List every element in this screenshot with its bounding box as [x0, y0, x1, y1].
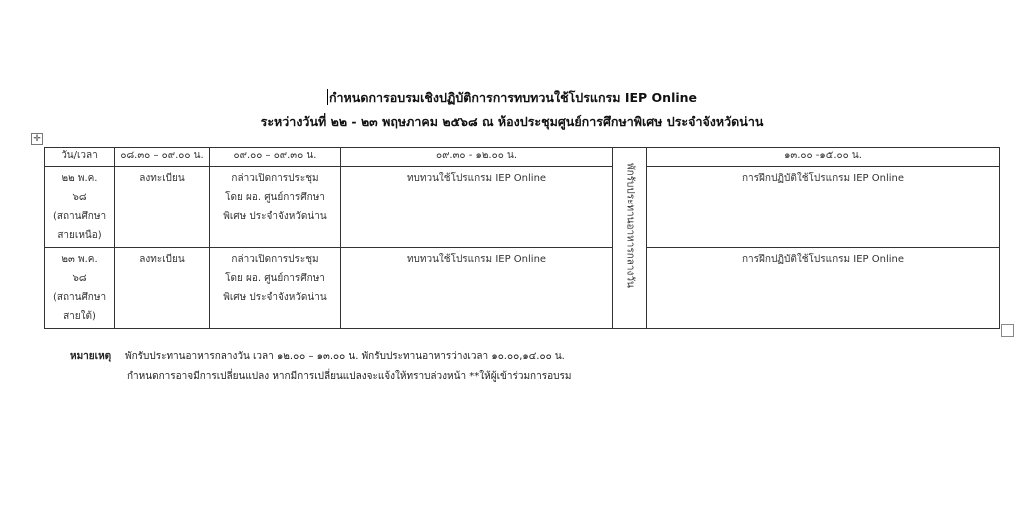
header-cell[interactable]: ๑๓.๐๐ -๑๕.๐๐ น. — [647, 148, 1000, 167]
header-cell[interactable]: ๐๘.๓๐ – ๐๙.๐๐ น. — [115, 148, 210, 167]
morning-session-cell[interactable]: ทบทวนใช้โปรแกรม IEP Online — [341, 248, 613, 329]
afternoon-session-cell[interactable]: การฝึกปฏิบัติใช้โปรแกรม IEP Online — [647, 248, 1000, 329]
note-label: หมายเหตุ — [70, 351, 112, 362]
date-cell[interactable]: ๒๓ พ.ค. ๖๘ (สถานศึกษา สายใต้) — [45, 248, 115, 329]
lunch-break-label: พักรับประทานอาหารกลางวัน — [624, 162, 636, 288]
morning-session-cell[interactable]: ทบทวนใช้โปรแกรม IEP Online — [341, 167, 613, 248]
document-subtitle: ระหว่างวันที่ ๒๒ - ๒๓ พฤษภาคม ๒๕๖๘ ณ ห้องประชุมศูนย์การศึกษาพิเศษ ประจำจังหวัดน่าน — [260, 114, 764, 129]
opening-cell[interactable]: กล่าวเปิดการประชุม โดย ผอ. ศูนย์การศึกษา พิเศษ ประจำจังหวัดน่าน — [210, 248, 341, 329]
table-row — [45, 167, 1000, 248]
schedule-table — [44, 147, 1000, 329]
table-resize-handle-icon[interactable] — [1001, 324, 1014, 337]
afternoon-session-cell[interactable]: การฝึกปฏิบัติใช้โปรแกรม IEP Online — [647, 167, 1000, 248]
header-cell[interactable]: ๐๙.๓๐ - ๑๒.๐๐ น. — [341, 148, 613, 167]
date-cell[interactable]: ๒๒ พ.ค. ๖๘ (สถานศึกษา สายเหนือ) — [45, 167, 115, 248]
table-move-handle-icon[interactable]: ✛ — [31, 133, 43, 145]
lunch-break-cell[interactable] — [613, 148, 647, 329]
note-line-1: พักรับประทานอาหารกลางวัน เวลา ๑๒.๐๐ – ๑๓.๐๐ น. พักรับประทานอาหารว่างเวลา ๑๐.๐๐,๑๔.๐๐ น. — [125, 351, 565, 362]
registration-cell[interactable]: ลงทะเบียน — [115, 248, 210, 329]
registration-cell[interactable]: ลงทะเบียน — [115, 167, 210, 248]
note-line-2: กำหนดการอาจมีการเปลี่ยนแปลง หากมีการเปลี่ยนแปลงจะแจ้งให้ทราบล่วงหน้า **ให้ผู้เข้าร่วมการอบรม — [127, 371, 572, 382]
table-row — [45, 248, 1000, 329]
document-title: กำหนดการอบรมเชิงปฏิบัติการการทบทวนใช้โปรแกรม IEP Online — [328, 90, 698, 105]
header-cell[interactable]: ๐๙.๐๐ – ๐๙.๓๐ น. — [210, 148, 341, 167]
text-cursor — [327, 89, 328, 105]
header-row — [45, 148, 1000, 167]
header-cell[interactable]: วัน/เวลา — [45, 148, 115, 167]
opening-cell[interactable]: กล่าวเปิดการประชุม โดย ผอ. ศูนย์การศึกษา พิเศษ ประจำจังหวัดน่าน — [210, 167, 341, 248]
footnote — [70, 347, 571, 387]
